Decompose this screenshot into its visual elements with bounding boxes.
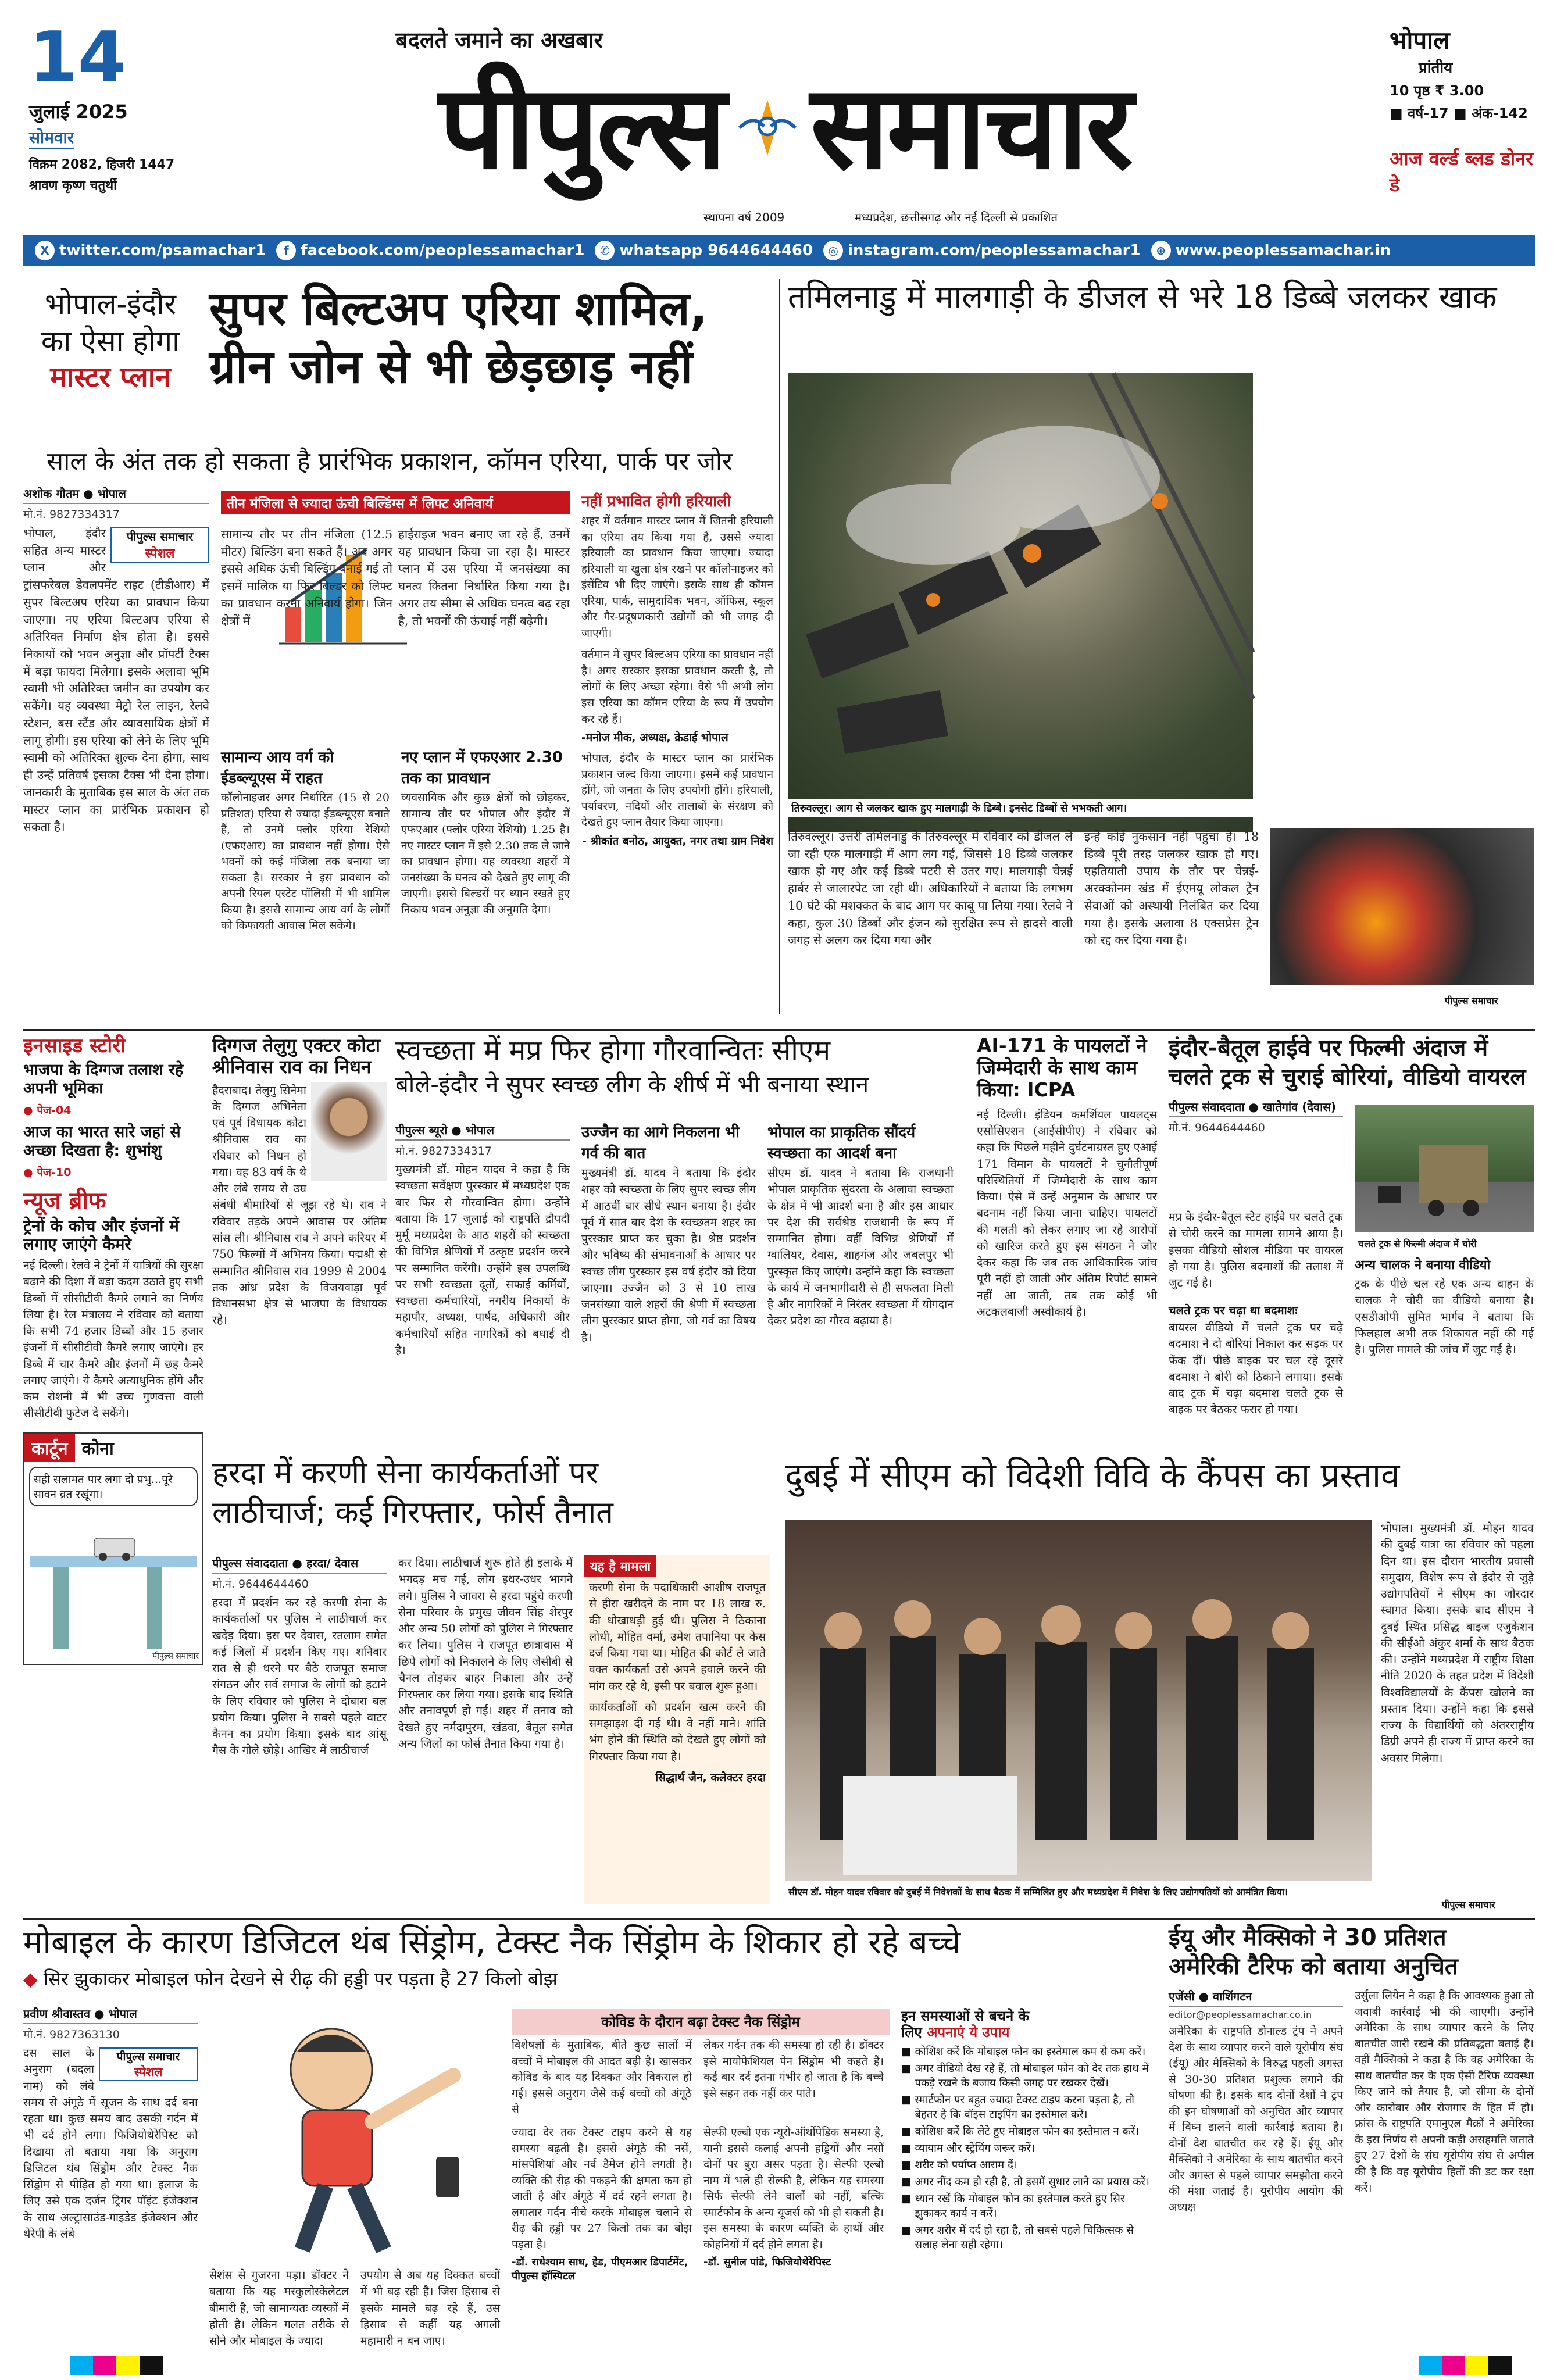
square-bullet-icon: ■ <box>901 2063 912 2075</box>
email[interactable]: editor@peoplessamachar.co.in <box>1169 2009 1312 2020</box>
special-badge-2: पीपुल्स समाचार स्पेशल <box>99 2047 198 2081</box>
covid-box: कोविड के दौरान बढ़ा टेक्स्ट नैक सिंड्रोम विशेषज्ञों के मुताबिक, बीते कुछ सालों में बच्चों में मोबाइल की आदत बढ़ी है। खासकर कोविड के बाद यह दिक्कत और विकराल हो गई। इससे अनुराग जैसे कई बच्चों को अंगूठे से लेकर गर्दन तक की समस्या हो रही है। डॉक्टर इसे मायोफेशियल पेन सिंड्रोम भी कहते हैं। कई बार दर्द इतना गंभीर हो जाता है कि बच्चे इसे सहन तक नहीं कर पाते। ज्यादा देर तक टेक्स्ट टाइप करने से यह समस्या बढ़ती है। इससे अंगूठे की नसें, मांसपेशियां और नर्व डैमेज होने लगती हैं। व्यक्ति की रीढ़ की पकड़ने की क्षमता कम हो जाती है और अंगूठे में दर्द रहने लगता है। लगातार गर्दन नीचे करके मोबाइल चलाने से रीढ़ की हड्डी पर 27 किलो तक का बोझ पड़ता है। -डॉ. राधेश्याम साध, हेड, पीएमआर डिपार्टमेंट, पीपुल्स हॉस्पिटल सेल्फी एल्बो एक न्यूरो-ऑर्थोपेडिक समस्या है, यानी इससे कलाई अपनी हड्डियों और नसों दोनों पर बुरा असर पड़ता है। सेल्फी एल्बो नाम में भले ही सेल्फी है, लेकिन यह समस्या सिर्फ सेल्फी लेने वालों को नहीं, बल्कि स्मार्टफोन के अन्य यूजर्स को भी हो सकती है। इस समस्या के कारण व्यक्ति के हाथों और कोहनियों में दर्द होने लगता है। -डॉ. सुनील पांडे, फिजियोथेरेपिस्ट <box>512 2009 890 2352</box>
dubai-caption: सीएम डॉ. मोहन यादव रविवार को दुबई में निवेशकों के साथ बैठक में सम्मिलित हुए और मध्यप्रदेश में निवेश के लिए उद्योगपतियों को आमंत्रित किया। <box>785 1884 1372 1900</box>
tip-item: ■ अगर शरीर में दर्द हो रहा है, तो सबसे पहले चिकित्सक से सलाह लेना सही रहेगा। <box>901 2224 1157 2253</box>
square-bullet-icon: ■ <box>901 2094 912 2107</box>
tip-item: ■ कोशिश करें कि मोबाइल फोन का इस्तेमाल कम से कम करें। <box>901 2045 1157 2060</box>
cartoon-speech: सही सलामत पार लगा दो प्रभु...पूरे सावन व्रत रखूंगा। <box>29 1467 198 1506</box>
year-issue: ■ वर्ष-17 ■ अंक-142 <box>1390 105 1528 121</box>
masthead <box>0 0 1557 265</box>
tip-item: ■ अगर वीडियो देख रहे हैं, तो मोबाइल फोन को देर तक हाथ में पकड़े रखने के बजाय किसी जगह पर रखकर देखें। <box>901 2062 1157 2091</box>
logo-emblem-icon <box>733 93 802 163</box>
inside-head: इनसाइड स्टोरी <box>23 1034 126 1057</box>
square-bullet-icon: ■ <box>901 2142 912 2154</box>
quote-doc-2: सेल्फी एल्बो एक न्यूरो-ऑर्थोपेडिक समस्या है, यानी इससे कलाई अपनी हड्डियों और नसों दोनों पर बुरा असर पड़ता है। सेल्फी एल्बो नाम में भले ही सेल्फी है, लेकिन यह समस्या सिर्फ सेल्फी लेने वालों को नहीं, बल्कि स्मार्टफोन के अन्य यूजर्स को भी हो सकती है। इस समस्या के कारण व्यक्ति के हाथों और कोहनियों में दर्द होने लगता है। -डॉ. सुनील पांडे, फिजियोथेरेपिस्ट <box>703 2126 888 2269</box>
harda-box: यह है मामला करणी सेना के पदाधिकारी आशीष राजपूत से हीरा खरीदने के नाम पर 18 लाख रु. की धोखाधड़ी हुई थी। पुलिस ने ठिकाना लोधी, मोहित वर्मा, उमेश तपानिया पर केस दर्ज किया गया था। मोहित की कोर्ट ले जाते वक्त कार्यकर्ता उसे अपने हवाले करने की मांग कर रहे थे, इसी पर बवाल शुरू हुआ। कार्यकर्ताओं को प्रदर्शन खत्म करने की समझाइश दी गई थी। वे नहीं माने। शांति भंग होने की स्थिति को देखते हुए लोगों को गिरफ्तार किया गया है। सिद्धार्थ जैन, कलेक्टर हरदा <box>584 1555 770 1904</box>
eu-title-1: ईयू और मैक्सिको ने 30 प्रतिशत <box>1169 1924 1447 1951</box>
highway-body-2: बायरल वीडियो में चलते ट्रक पर चढ़े बदमाश ने दो बोरियां निकाल कर सड़क पर फेंक दीं। पीछे बाइक पर चल रहे दूसरे बदमाश ने बोरी को ठिकाने लगाया। इसके बाद ट्रक में चढ़ा बदमाश चलते ट्रक से बाइक पर बैठकर फरार हो गया। <box>1169 1321 1347 1417</box>
highway-title-1: इंदौर-बैतूल हाईवे पर फिल्मी अंदाज में <box>1169 1035 1488 1062</box>
lead-body-1: भोपाल, इंदौर सहित अन्य मास्टर प्लान और ट्रांसफरेबल डेवलपमेंट राइट (टीडीआर) में सुपर बिल्टअप एरिया का प्रावधान किया जाएगा। नए एरिया बिल्टअप एरिया से अतिरिक्त निर्माण क्षेत्र होता है। इससे निकायों को भवन अनुज्ञा और प्रॉपर्टी टैक्स में बड़ा फायदा मिलेगा। इसके अलावा भूमि स्वामी भी अतिरिक्त जमीन का उपयोग कर सकेंगे। यह व्यवस्था मेट्रो रेल लाइन, रेलवे स्टेशन, बस स्टैंड और व्यावसायिक क्षेत्रों में लागू होगी। इस एरिया को लेने के लिए भूमि स्वामी को अतिरिक्त शुल्क देना होगा, साथ ही उन्हें प्रतिवर्ष इसका टैक्स भी देना होगा। जानकारी के मुताबिक इस साल के अंत तक मास्टर प्लान का प्रारंभिक प्रकाशन हो सकता है। <box>23 526 213 834</box>
highway-story <box>1169 1035 1538 1477</box>
square-bullet-icon: ■ <box>901 2046 912 2059</box>
mobile-col-2: सेशंस से गुजरना पड़ा। डॉक्टर ने बताया कि यह मस्कुलोस्केलेटल बीमारी है, जो सामान्यतः व्यस्कों में होती है। लेकिन गलत तरीके से सोने और मोबाइल के ज्यादा <box>209 2268 353 2348</box>
social-website[interactable]: ⊕ www.peoplessamachar.in <box>1151 241 1391 260</box>
lead-story <box>23 276 777 1012</box>
whatsapp-icon: ✆ <box>595 241 615 260</box>
far-section: नए प्लान में एफएआर 2.30 तक का प्रावधान व्यवसायिक और कुछ क्षेत्रों को छोड़कर, सामान्य तौर पर भोपाल और इंदौर में एफएआर (फ्लोर एरिया रेशियो) 1.25 है। नए मास्टर प्लान में इसे 2.30 तक ले जाने का प्रावधान होगा। यह व्यवस्था शहरों में जनसंख्या के घनत्व को देखते हुए लागू की जाएगी। इससे बिल्डरों पर ध्यान रखते हुए निकाय भवन अनुज्ञा की अनुमति देगा। <box>401 749 574 916</box>
instagram-icon: ◎ <box>823 241 843 260</box>
eu-title-2: अमेरिकी टैरिफ को बताया अनुचित <box>1169 1953 1458 1980</box>
tip-item: ■ कोशिश करें कि लेटे हुए मोबाइल फोन का इस्तेमाल न करें। <box>901 2125 1157 2139</box>
city: भोपाल <box>1390 26 1450 55</box>
eu-col-1: एजेंसी ● वाशिंगटन editor@peoplessamachar.co.in अमेरिका के राष्ट्रपति डोनाल्ड ट्रंप ने अपने देश के साथ व्यापार करने वाले यूरोपीय संघ (ईयू) और मैक्सिको के विरुद्ध पहली अगस्त से 30-30 प्रतिशत प्रशुल्क लगाने की घोषणा की है। इसके बाद दोनों देशों ने ट्रंप की इन घोषणाओं को अनुचित और व्यापार में विघ्न डालने वाली कार्रवाई बताया है। दोनों देश बातचीत कर रहे हैं। ईयू और मैक्सिको ने अमेरिका के साथ बातचीत करने और अगस्त से पहले व्यापार समझौता करने की मंशा जताई है। यूरोपीय आयोग की अध्यक्ष <box>1169 1989 1347 2214</box>
tips-list <box>901 2045 1157 2253</box>
ews-section-full: सामान्य आय वर्ग को ईडब्ल्यूएस में राहत कॉलोनाइजर अगर निर्धारित (15 से 20 प्रतिशत) एरिया से ज्यादा ईडब्ल्यूएस बनाते हैं, तो उनमें फ्लोर एरिया रेशियो (एफएआर) का प्रावधान नहीं होगा। ऐसे भवनों को कई मंजिला तक बनाया जा सकता है। सरकार ने इस प्रावधान को अपनी रियल एस्टेट पॉलिसी में भी शामिल किया है। इससे सामान्य आय वर्ग के लोगों को किफायती आवास मिल सकेंगे। <box>221 749 394 932</box>
mobile-title: मोबाइल के कारण डिजिटल थंब सिंड्रोम, टेक्स्ट नैक सिंड्रोम के शिकार हो रहे बच्चे <box>23 1924 961 1961</box>
tithi: श्रावण कृष्ण चतुर्थी <box>29 178 117 193</box>
dubai-body: भोपाल। मुख्यमंत्री डॉ. मोहन यादव की दुबई यात्रा का रविवार को पहला दिन था। इस दौरान भारतीय प्रवासी समुदाय, विशेष रूप से इंदौर से जुड़े उद्योगपतियों ने सीएम का जोरदार स्वागत किया। इसके बाद सीएम ने दुबई स्थित प्रसिद्ध बाइज एजुकेशन की सीईओ अंकुर शर्मा के साथ बैठक की। उन्होंने मध्यप्रदेश में राष्ट्रीय शिक्षा नीति 2020 के तहत प्रदेश में विदेशी विश्वविद्यालयों के कैंपस खोलने का प्रस्ताव दिया। उन्होंने कहा कि इससे राज्य के विद्यार्थियों को अंतरराष्ट्रीय डिग्री अपने ही राज्य में प्राप्त करने का अवसर मिलेगा। <box>1381 1521 1538 1765</box>
registration-yellow-2 <box>1465 2356 1488 2375</box>
eu-col-2: उर्सुला लियेन ने कहा है कि आवश्यक हुआ तो जवाबी कार्रवाई भी की जाएगी। उन्होंने अमेरिका के साथ व्यापार करने के लिए बातचीत जारी रखने की प्रतिबद्धता बताई है। वहीं मैक्सिको ने कहा है कि वह अमेरिका के साथ बातचीत कर के एक ऐसी टैरिफ व्यवस्था किए जाने को तैयार है, जो सीमा के दोनों ओर कारोबार और रोजगार के हित में हो। फ्रांस के राष्ट्रपति एमानुएल मैक्रों ने अमेरिका के इस निर्णय से अपनी कड़ी असहमति जताते हुए 27 देशों के संघ यूरोपीय संघ से अपील की है कि वह यूरोपीय हितों की डट कर रक्षा करें। <box>1355 1989 1538 2195</box>
cartoon-label-b: कोना <box>81 1438 114 1459</box>
dubai-title: दुबई में सीएम को विदेशी विवि के कैंपस का प्रस्ताव <box>785 1456 1400 1495</box>
registration-black-2 <box>1488 2356 1512 2375</box>
tagline: बदलते जमाने का अखबार <box>395 27 603 53</box>
cartoon-box <box>23 1432 203 1665</box>
registration-yellow <box>116 2356 140 2375</box>
harda-col-2: कर दिया। लाठीचार्ज शुरू होते ही इलाके में भगदड़ मच गई, लोग इधर-उधर भागने लगे। पुलिस ने जावरा से हरदा पहुंचे करणी सेना परिवार के प्रमुख जीवन सिंह शेरपुर और अन्य 50 लोगों को पुलिस ने गिरफ्तार कर लिया। पुलिस ने राजपूत छात्रावास में छिपे लोगों को निकालने के लिए जेसीबी से चैनल तोड़कर बाहर निकाला और उन्हें गिरफ्तार कर लिया गया। इसके बाद स्थिति और तनावपूर्ण हो गई। शहर में तनाव को देखते हुए नर्मदापुरम, खंडवा, बैतूल समेत अन्य जिलों का फोर्स तैनात किया गया है। <box>398 1556 577 1750</box>
square-bullet-icon: ■ <box>901 2192 912 2205</box>
lead-deck: साल के अंत तक हो सकता है प्रारंभिक प्रकाशन, कॉमन एरिया, पार्क पर जोर <box>47 447 733 476</box>
quote-1: वर्तमान में सुपर बिल्टअप एरिया का प्रावधान नहीं है। अगर सरकार इसका प्रावधान करती है, तो लोगों के लिए अच्छा रहेगा। वैसे भी अभी लोग इस एरिया का कॉमन एरिया के रूप में उपयोग कर रहे हैं। -मनोज मीक, अध्यक्ष, क्रेडाई भोपाल <box>581 648 777 745</box>
highway-sub-2: अन्य चालक ने बनाया वीडियो <box>1355 1258 1491 1273</box>
horizontal-rule-2 <box>23 1918 1535 1920</box>
kota-story <box>212 1034 391 1442</box>
highway-title-2: चलते ट्रक से चुराई बोरियां, वीडियो वायरल <box>1169 1064 1526 1091</box>
kota-photo <box>311 1082 387 1181</box>
highway-col-1: पीपुल्स संवाददाता ● खातेगांव (देवास) मो.नं. 9644644460 <box>1169 1099 1343 1138</box>
brief-head: न्यूज ब्रीफ <box>23 1187 106 1214</box>
square-bullet-icon: ■ <box>901 2125 912 2138</box>
swachh-col-1: पीपुल्स ब्यूरो ● भोपाल मो.नं. 9827334317 मुख्यमंत्री डॉ. मोहन यादव ने कहा है कि स्वच्छता सर्वेक्षण पुरस्कार में मध्यप्रदेश एक बार फिर से गौरवान्वित होगा। उन्होंने बताया कि 17 जुलाई को राष्ट्रपति द्रौपदी मुर्मू मध्यप्रदेश के आठ शहरों को स्वच्छता की विभिन्न श्रेणियों में उत्कृष्ट प्रदर्शन करने पर सम्मानित करेंगी। उन्होंने इस उपलब्धि पर सभी स्वच्छता दूतों, सफाई कर्मियों, स्वच्छता कर्मचारियों, नगरीय निकायों के महापौर, अध्यक्ष, पार्षद, अधिकारी और कर्मचारियों सहित नागरिकों को बधाई दी है। <box>395 1123 574 1357</box>
highway-body: मप्र के इंदौर-बैतूल स्टेट हाईवे पर चलते ट्रक से चोरी करने का मामला सामने आया है। इसका वीडियो सोशल मीडिया पर वायरल हो गया है। पुलिस बदमाशों की तलाश में जुट गई है। <box>1169 1210 1347 1290</box>
swachh-story <box>395 1035 965 1471</box>
tip-item: ■ स्मार्टफोन पर बहुत ज्यादा टेक्स्ट टाइप करना पड़ता है, तो बेहतर है कि वॉइस टाइपिंग का इस्तेमाल करें। <box>901 2093 1157 2122</box>
boy-illustration <box>209 2006 500 2256</box>
kota-title: दिग्गज तेलुगु एक्टर कोटा श्रीनिवास राव का निधन <box>212 1034 381 1078</box>
truck-photo <box>1355 1105 1534 1232</box>
registration-cyan <box>70 2356 93 2375</box>
horizontal-rule <box>23 1029 1535 1031</box>
lead-side-title: भोपाल-इंदौर का ऐसा होगा मास्टर प्लान <box>41 287 180 394</box>
social-bar <box>23 235 1535 266</box>
edition-block <box>1390 23 1541 209</box>
inside-item-2[interactable]: आज का भारत सारे जहां से अच्छा दिखता है: शुभांशु ● पेज-10 <box>23 1123 181 1179</box>
registration-magenta <box>93 2356 116 2375</box>
train-fire-photo <box>788 373 1253 832</box>
square-bullet-icon: ■ <box>901 2175 912 2188</box>
dubai-story <box>785 1456 1538 1921</box>
date-number: 14 <box>29 17 126 98</box>
logo-right: समाचार <box>810 60 1131 195</box>
mobile-deck: ◆ सिर झुकाकर मोबाइल फोन देखने से रीढ़ की हड्डी पर पड़ता है 27 किलो बोझ <box>23 1968 558 1991</box>
logo-left: पीपुल्स <box>438 60 724 195</box>
cartoon-credit: पीपुल्स समाचार <box>152 1651 199 1661</box>
registration-cyan-2 <box>1419 2356 1442 2375</box>
mobile-number: मो.नं. 9827334317 <box>23 508 120 521</box>
tips-box: इन समस्याओं से बचने के लिए अपनाएं ये उपाय ■ कोशिश करें कि मोबाइल फोन का इस्तेमाल कम से कम करें। ■ अगर वीडियो देख रहे हैं, तो मोबाइल फोन को देर तक हाथ में पकड़े रखने के बजाय किसी जगह पर रखकर देखें। ■ स्मार्टफोन पर बहुत ज्यादा टेक्स्ट टाइप करना पड़ता है, तो बेहतर है कि वॉइस टाइपिंग का इस्तेमाल करें। ■ कोशिश करें कि लेटे हुए मोबाइल फोन का इस्तेमाल न करें। ■ व्यायाम और स्ट्रेचिंग जरूर करें। ■ शरीर को पर्याप्त आराम दें। ■ अगर नींद कम हो रही है, तो इसमें सुधार लाने का प्रयास करें। ■ ध्यान रखें कि मोबाइल फोन का इस्तेमाल करते हुए सिर झुकाकर कार्य न करें। ■ अगर शरीर में दर्द हो रहा है, तो सबसे पहले चिकित्सक से सलाह लेना सही रहेगा। <box>901 2009 1157 2352</box>
tip-item: ■ शरीर को पर्याप्त आराम दें। <box>901 2159 1157 2173</box>
mobile-col-3: उपयोग से अब यह दिक्कत बच्चों में भी बढ़ रही है। जिस हिसाब से इसके मामले बढ़ रहे हैं, उस हिसाब से कहीं यह अगली महामारी न बन जाए। <box>360 2268 504 2348</box>
date-day: सोमवार <box>29 126 74 149</box>
editions: मध्यप्रदेश, छत्तीसगढ़ और नई दिल्ली से प्रकाशित <box>855 210 1058 224</box>
photo-credit: पीपुल्स समाचार <box>1445 995 1498 1006</box>
inside-item-1[interactable]: भाजपा के दिग्गज तलाश रहे अपनी भूमिका ● पेज-04 <box>23 1061 184 1117</box>
edition-type: प्रांतीय <box>1419 59 1453 77</box>
brief-title: ट्रेनों के कोच और इंजनों में लगाए जाएंगे कैमरे <box>23 1216 179 1254</box>
social-whatsapp[interactable]: ✆ whatsapp 9644644460 <box>595 241 813 260</box>
lead-col-1 <box>23 485 213 1009</box>
registration-magenta-2 <box>1442 2356 1465 2375</box>
dubai-photo <box>785 1520 1372 1881</box>
quote-2: भोपाल, इंदौर के मास्टर प्लान का प्रारंभिक प्रकाशन जल्द किया जाएगा। इसमें कई प्रावधान होंगे, जो जनता के लिए उपयोगी होंगे। हरियाली, पर्यावरण, नदियों और तालाबों के संरक्षण को देखते हुए प्लान तैयार किया जाएगा। - श्रीकांत बनोठ, आयुक्त, नगर तथा ग्राम निवेश <box>581 752 777 848</box>
quote-doc-1: ज्यादा देर तक टेक्स्ट टाइप करने से यह समस्या बढ़ती है। इससे अंगूठे की नसें, मांसपेशियां और नर्व डैमेज होने लगती हैं। व्यक्ति की रीढ़ की पकड़ने की क्षमता कम हो जाती है और अंगूठे में दर्द रहने लगता है। लगातार गर्दन नीचे करके मोबाइल चलाने से रीढ़ की हड्डी पर 27 किलो तक का बोझ पड़ता है। -डॉ. राधेश्याम साध, हेड, पीएमआर डिपार्टमेंट, पीपुल्स हॉस्पिटल <box>512 2126 696 2283</box>
social-facebook[interactable]: f facebook.com/peoplessamachar1 <box>276 241 584 260</box>
globe-icon: ⊕ <box>1151 241 1171 260</box>
pages-price: 10 पृष्ठ ₹ 3.00 <box>1390 83 1484 99</box>
eu-story <box>1169 1924 1538 2354</box>
dubai-credit: पीपुल्स समाचार <box>1442 1899 1495 1910</box>
lead-title-1: सुपर बिल्टअप एरिया शामिल, <box>209 281 708 335</box>
tip-item: ■ अगर नींद कम हो रही है, तो इसमें सुधार लाने का प्रयास करें। <box>901 2175 1157 2190</box>
square-bullet-icon: ■ <box>901 2224 912 2236</box>
inside-column <box>23 1034 208 1918</box>
train-story <box>788 279 1534 1032</box>
bullet-icon: ◆ <box>23 1968 44 1991</box>
mobile-col-1: प्रवीण श्रीवास्तव ● भोपाल मो.नं. 9827363130 पीपुल्स समाचार स्पेशल दस साल के अनुराग (बदला नाम) को लंबे समय से अंगूठे में सूजन के साथ दर्द बना रहता था। कुछ समय बाद उसकी गर्दन में भी दर्द होने लगा। फिजियोथेरेपिस्ट को दिखाया तो बताया गया कि अनुराग डिजिटल थंब सिंड्रोम और टेक्स्ट नैक सिंड्रोम से पीड़ित हो गया था। इलाज के लिए उसे एक दर्जन ट्रिगर पॉइंट इंजेक्शन के साथ अल्ट्रासाउंड-गाइडेड इंजेक्शन और थेरेपी के लंबे <box>23 2007 202 2240</box>
lift-body: सामान्य तौर पर तीन मंजिला (12.5 मीटर) बिल्डिंग बना सकते हैं। अब अगर इससे अधिक ऊंची बिल्डिंग बनाई गई तो इसमें मालिक या फिर बिल्डर को लिफ्ट का प्रावधान करना अनिवार्य होगा। जिन क्षेत्रों में <box>221 527 397 628</box>
date-block <box>29 17 215 244</box>
kota-body: हैदराबाद। तेलुगु सिनेमा के दिग्गज अभिनेता एवं पूर्व विधायक कोटा श्रीनिवास राव का रविवार को निधन हो गया। वह 83 वर्ष के थे और लंबे समय से उम्र संबंधी बीमारियों से जूझ रहे थे। राव ने रविवार तड़के अपने आवास पर अंतिम सांस ली। श्रीनिवास राव ने अपने करियर में 750 फिल्मों में अभिनय किया। पद्मश्री से सम्मानित श्रीनिवास राव 1999 से 2004 तक आंध्र प्रदेश के विजयवाड़ा पूर्व विधानसभा क्षेत्र से भाजपा के विधायक रहे। <box>212 1083 391 1327</box>
ai171-title: AI-171 के पायलटों ने जिम्मेदारी के साथ काम किया: ICPA <box>977 1034 1147 1101</box>
harda-title-2: लाठीचार्ज; कई गिरफ्तार, फोर्स तैनात <box>212 1495 613 1530</box>
x-icon: X <box>35 241 55 260</box>
swachh-col-2: उज्जैन का आगे निकलना भी गर्व की बात मुख्यमंत्री डॉ. यादव ने बताया कि इंदौर शहर को स्वच्छता के लिए सुपर स्वच्छ लीग में आठवीं बार सीधे स्थान बनाया है। इंदौर पूर्व में सात बार देश के स्वच्छतम शहर का पुरस्कार प्राप्त कर चुका है। श्रेष्ठ प्रदर्शन और भविष्य की संभावनाओं के आधार पर स्वच्छ लीग पुरस्कार इस वर्ष इंदौर को दिया जाएगा। उज्जैन को 3 से 10 लाख जनसंख्या वाले शहरों की श्रेणी में स्वच्छता लीग पुरस्कार प्राप्त होगा, जो गर्व का विषय है। <box>581 1124 760 1344</box>
social-instagram[interactable]: ◎ instagram.com/peoplessamachar1 <box>823 241 1140 260</box>
harda-story <box>212 1456 770 1910</box>
facebook-icon: f <box>276 241 296 260</box>
tip-item: ■ व्यायाम और स्ट्रेचिंग जरूर करें। <box>901 2142 1157 2156</box>
tip-item: ■ ध्यान रखें कि मोबाइल फोन का इस्तेमाल करते हुए सिर झुकाकर कार्य न करें। <box>901 2192 1157 2221</box>
swachh-title-2: बोले-इंदौर ने सुपर स्वच्छ लीग के शीर्ष में भी बनाया स्थान <box>395 1071 869 1099</box>
registration-black <box>140 2356 163 2375</box>
train-inset-fire-photo <box>1270 828 1534 985</box>
swachh-title-1: स्वच्छता में मप्र फिर होगा गौरवान्वितः सीएम <box>395 1034 831 1067</box>
date-month: जुलाई 2025 <box>29 101 128 123</box>
byline: अशोक गौतम ● भोपाल <box>23 485 209 504</box>
vertical-rule <box>779 279 780 1014</box>
social-twitter[interactable]: X twitter.com/psamachar1 <box>35 241 266 260</box>
truck-caption: चलते ट्रक से फिल्मी अंदाज में चोरी <box>1355 1235 1534 1252</box>
highway-body-3: ट्रक के पीछे चल रहे एक अन्य वाहन के चालक ने चोरी का वीडियो बनाया है। एसडीओपी सुमित भार्गव ने बताया कि फिलहाल अभी तक शिकायत नहीं की गई है। पुलिस मामले की जांच में जुट गई है। <box>1355 1277 1538 1357</box>
highway-sub: चलते ट्रक पर चढ़ा था बदमाशः <box>1169 1303 1298 1317</box>
lift-kicker: तीन मंजिला से ज्यादा ऊंची बिल्डिंग्स में लिफ्ट अनिवार्य <box>221 491 570 514</box>
harda-title-1: हरदा में करणी सेना कार्यकर्ताओं पर <box>212 1456 599 1491</box>
lead-title-2: ग्रीन जोन से भी छेड़छाड़ नहीं <box>209 340 693 394</box>
samvat: विक्रम 2082, हिजरी 1447 <box>29 158 175 172</box>
cartoon-drawing <box>30 1521 197 1649</box>
today-note: आज वर्ल्ड ब्लड डोनर डे <box>1390 148 1533 196</box>
lift-body-2: हाईराइज भवन बनाए जा रहे हैं, उनमें यह प्रावधान किया जा रहा है। मास्टर प्लान में उस एरिया में जनसंख्या का घनत्व कितना निर्धारित किया गया है। अगर तय सीमा से अधिक घनत्व बढ़ रहा है, तो भवनों की ऊंचाई नहीं बढ़ेगी। <box>398 527 574 628</box>
harda-col-1: पीपुल्स संवाददाता ● हरदा/ देवास मो.नं. 9644644460 हरदा में प्रदर्शन कर रहे करणी सेना के कार्यकर्ताओं पर पुलिस ने लाठीचार्ज कर खदेड़ दिया। इस पर देवास, रतलाम समेत कई जिलों में प्रदर्शन किए गए। शनिवार रात से ही धरने पर बैठे राजपूत समाज संगठन और सर्व समाज के लोगों को हटाने के लिए रविवार को पुलिस ने दोबारा बल प्रयोग किया। पुलिस ने सबसे पहले वाटर कैनन का प्रयोग किया। इसके बाद आंसू गैस के गोले छोड़े। आखिर में लाठीचार्ज <box>212 1556 391 1757</box>
ai171-body: नई दिल्ली। इंडियन कमर्शियल पायलट्स एसोसिएशन (आईसीपीए) ने रविवार को कहा कि पिछले महीने दुर्घटनाग्रस्त हुए एआई 171 विमान के पायलटों ने चुनौतीपूर्ण परिस्थितियों में जिम्मेदारी के साथ काम किया। ऐसे में उन्हें अनुमान के आधार पर बदनाम नहीं किया जाना चाहिए। पायलटों की गलती को लेकर लगाए जा रहे आरोपों को खारिज करते हुए इस संगठन ने जोर देकर कहा कि जब तक आधिकारिक जांच पूरी नहीं हो जाती और अंतिम रिपोर्ट सामने नहीं आ जाती, तब तक कोई भी अटकलबाजी अस्वीकार्य है। <box>977 1107 1161 1318</box>
special-badge: पीपुल्स समाचार स्पेशल <box>110 527 209 563</box>
cartoon-label-a: कार्टून <box>24 1434 75 1462</box>
green-section: नहीं प्रभावित होगी हरियाली शहर में वर्तमान मास्टर प्लान में जितनी हरियाली का एरिया तय किया गया है, उससे ज्यादा हरियाली का प्रावधान किया जाएगा। ज्यादा हरियाली या खुला क्षेत्र रखने पर कॉलोनाइजर को इंसेंटिव भी दिए जाएंगे। इसके साथ ही कॉमन एरिया, पार्क, सामुदायिक भवन, ऑफिस, स्कूल और गैर-प्रदूषणकारी उद्योगों को भी जगह दी जाएगी। वर्तमान में सुपर बिल्टअप एरिया का प्रावधान नहीं है। अगर सरकार इसका प्रावधान करती है, तो लोगों के लिए अच्छा रहेगा। वैसे भी अभी लोग इस एरिया का कॉमन एरिया के रूप में उपयोग कर रहे हैं। -मनोज मीक, अध्यक्ष, क्रेडाई भोपाल भोपाल, इंदौर के मास्टर प्लान का प्रारंभिक प्रकाशन जल्द किया जाएगा। इसमें कई प्रावधान होंगे, जो जनता के लिए उपयोगी होंगे। हरियाली, पर्यावरण, नदियों और तालाबों के संरक्षण को देखते हुए प्लान तैयार किया जाएगा। - श्रीकांत बनोठ, आयुक्त, नगर तथा ग्राम निवेश <box>581 493 777 848</box>
train-body: तिरुवल्लूर। उत्तरी तमिलनाडु के तिरुवल्लूर में रविवार को डीजल ले जा रही एक मालगाड़ी में आग लग गई, जिससे 18 डिब्बे जलकर खाक हो गए और कई डिब्बे पटरी से उतर गए। मालगाड़ी चेन्नई हार्बर से जालारपेट जा रही थी। अधिकारियों ने बताया कि लगभग 10 घंटे की मशक्कत के बाद आग पर काबू पा लिया गया। रेलवे ने कहा, कुल 30 डिब्बों और इंजन को सुरक्षित रूप से हादसे वाली जगह से अलग कर दिया गया और <box>788 830 1077 948</box>
train-title: तमिलनाडु में मालगाड़ी के डीजल से भरे 18 डिब्बे जलकर खाक <box>788 278 1497 315</box>
mobile-story <box>23 1924 1157 2354</box>
logo <box>273 58 1297 198</box>
swachh-col-3: भोपाल का प्राकृतिक सौंदर्य स्वच्छता का आदर्श बना सीएम डॉ. यादव ने बताया कि राजधानी भोपाल प्राकृतिक सुंदरता के अलावा स्वच्छता के क्षेत्र में भी आदर्श बना है और इस आधार पर देश की सर्वश्रेष्ठ राजधानी के रूप में सम्मानित होगा। वहीं विभिन्न श्रेणियों में ग्वालियर, देवास, शाहगंज और जबलपुर भी पुरस्कृत किए जाएंगे। उन्होंने कहा कि स्वच्छता के कार्य में जनभागीदारी से ही सफलता मिली है और नागरिकों ने निरंतर स्वच्छता में योगदान देकर प्रदेश का गौरव बढ़ाया है। <box>767 1124 958 1328</box>
founded: स्थापना वर्ष 2009 <box>703 210 785 224</box>
ai171-story <box>977 1034 1161 1477</box>
square-bullet-icon: ■ <box>901 2159 912 2171</box>
brief-body: नई दिल्ली। रेलवे ने ट्रेनों में यात्रियों की सुरक्षा बढ़ाने की दिशा में बड़ा कदम उठाते हुए सभी डिब्बों में सीसीटीवी कैमरे लगाने का निर्णय लिया है। रेल मंत्रालय ने रविवार को बताया कि सभी 74 हजार डिब्बों और 15 हजार इंजनों में सीसीटीवी कैमरे लगाए जाएंगे। हर डिब्बे में चार कैमरे और इंजनों में छह कैमरे लगाए जाएंगे। ये कैमरे अत्याधुनिक होंगे और कम रोशनी में भी उच्च गुणवत्ता वाली सीसीटीवी फुटेज दे सकेंगे। <box>23 1259 208 1420</box>
covid-head: कोविड के दौरान बढ़ा टेक्स्ट नैक सिंड्रोम <box>512 2009 890 2035</box>
train-caption: तिरुवल्लूर। आग से जलकर खाक हुए मालगाड़ी के डिब्बे। इनसेट डिब्बों से भभकती आग। <box>788 799 1253 817</box>
train-body-2: इन्हें कोई नुकसान नहीं पहुंचा है। 18 डिब्बे पूरी तरह जलकर खाक हो गए। एहतियाती उपाय के तौर पर चेन्नई-अरक्कोनम खंड में ईएमयू लोकल ट्रेन सेवाओं को अस्थायी निलंबित कर दिया गया है। इसके अलावा 8 एक्सप्रेस ट्रेन को रद्द कर दिया गया है। <box>1084 830 1263 948</box>
